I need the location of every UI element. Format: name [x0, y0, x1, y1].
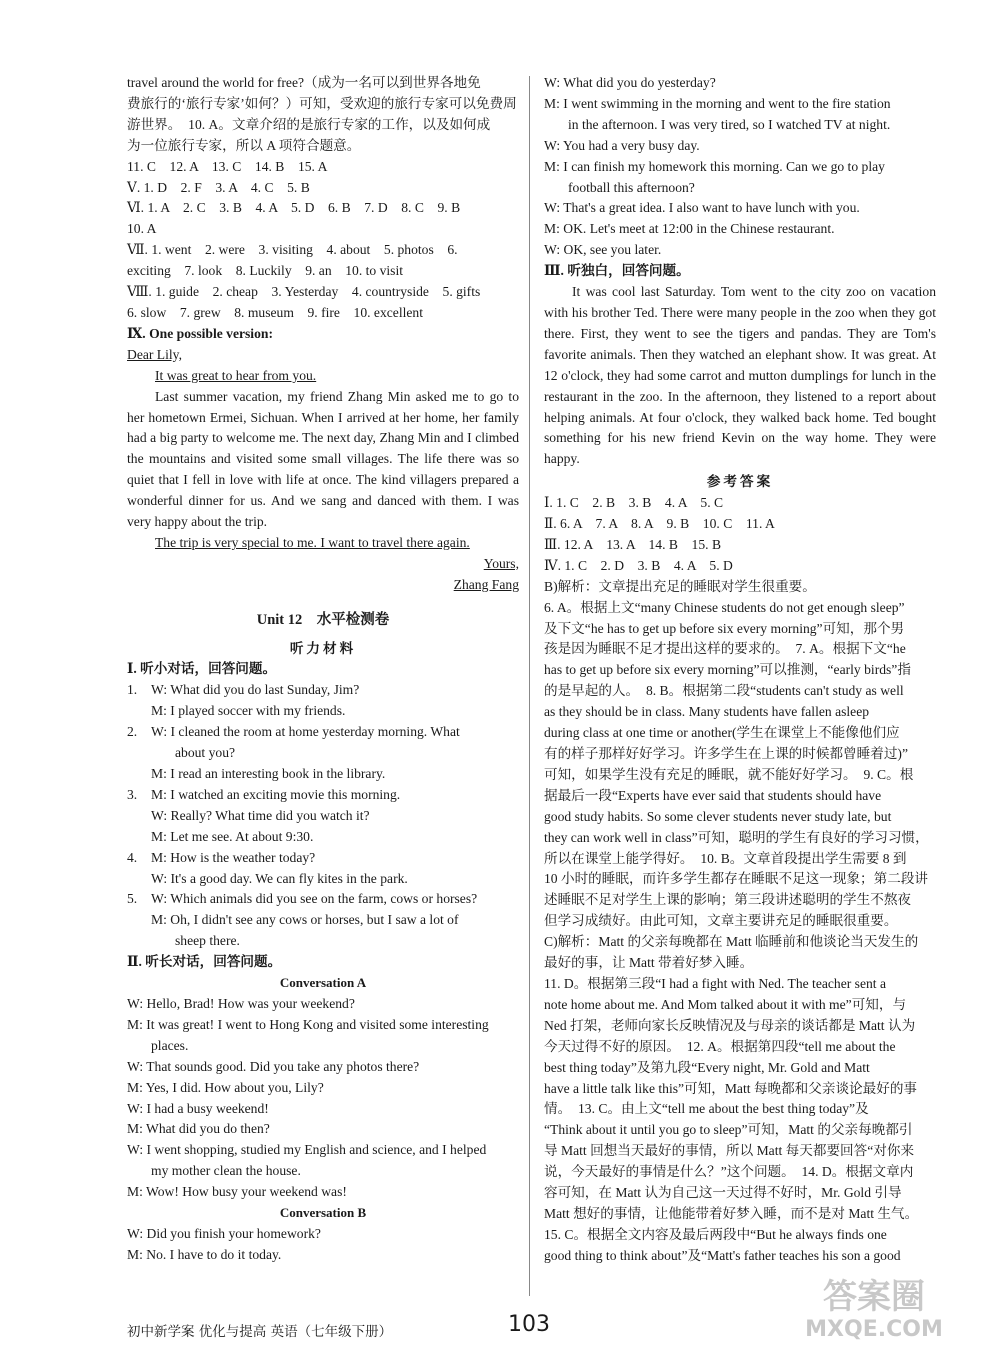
- answer-line: 6. slow 7. grew 8. museum 9. fire 10. excellent: [127, 304, 423, 320]
- answers-title: 参考答案: [706, 474, 774, 490]
- answer-line: Ⅶ. 1. went 2. were 3. visiting 4. about 5. photos 6.: [127, 242, 458, 258]
- dialogue-text: about you?: [175, 745, 236, 761]
- dialogue-text: W: I cleaned the room at home yesterday morning. What: [151, 724, 460, 740]
- book-title: 初中新学案 优化与提高 英语（七年级下册）: [127, 1324, 393, 1340]
- unit-title: Unit 12 水平检测卷: [256, 611, 390, 628]
- conversation-a: [127, 994, 519, 1203]
- conversation-b-title: Conversation B: [279, 1205, 367, 1221]
- dialogue-text: W: What did you do last Sunday, Jim?: [151, 682, 360, 698]
- explanation-line: “Think about it until you go to sleep”可知，Matt 的父亲每晚都引: [544, 1122, 913, 1138]
- dialogue-text: W: Which animals did you see on the farm, cows or horses?: [151, 891, 478, 907]
- explanation-line: 及下文“he has to get up before six every morning”可知，那个男: [544, 620, 905, 636]
- dialogue-line: [127, 680, 519, 701]
- dialogue-number: 4.: [127, 849, 138, 865]
- dialogue-line: [127, 910, 519, 931]
- dialogue-line: [127, 785, 519, 806]
- dialogue-number: 3.: [127, 786, 138, 802]
- explanations: [544, 577, 936, 1267]
- short-dialogues: [127, 680, 519, 952]
- explanation-line: 导 Matt 回想当天最好的事情，所以 Matt 每天都要回答“对你来: [544, 1143, 915, 1159]
- monologue-text: It was cool last Saturday. Tom went to the city zoo on vacation with his brother Ted. There were many people in the zoo when they got there. First, they went to see the tigers and pandas. They are Tom's favorite animals. Then they watched an elephant show. It was great. At 12 o'clock, they had some carrot and mutton dumplings for lunch in the restaurant in the zoo. In the afternoon, they listened to a report about helping animals. At four o'clock, they walked back home. Ted bought something for his new friend Kevin on the way home. They were happy.: [544, 284, 936, 467]
- dialogue-text: M: Oh, I didn't see any cows or horses, but I saw a lot of: [151, 912, 459, 928]
- conversation-line: W: What did you do yesterday?: [544, 75, 716, 90]
- watermark-logo: [792, 1270, 957, 1342]
- dialogue-line: [127, 931, 519, 952]
- conversation-b: [127, 1224, 519, 1266]
- section-1-heading: Ⅰ. 听小对话，回答问题。: [127, 661, 277, 677]
- dialogue-text: M: Let me see. At about 9:30.: [151, 828, 314, 844]
- dialogue-text: M: I watched an exciting movie this morning.: [151, 786, 401, 802]
- listening-title: 听力材料: [289, 640, 357, 656]
- letter-closing-line: The trip is very special to me. I want to travel there again.: [155, 534, 470, 550]
- explanation-line: 有的样子那样好好学习。许多学生在上课的时候都曾睡着过)”: [544, 746, 908, 761]
- dialogue-line: [127, 701, 519, 722]
- section-3-heading: Ⅲ. 听独白，回答问题。: [544, 263, 690, 279]
- conversation-line: M: What did you do then?: [127, 1121, 270, 1137]
- conversation-line: M: Wow! How busy your weekend was!: [127, 1184, 347, 1200]
- conversation-line: in the afternoon. I was very tired, so I watched TV at night.: [568, 116, 891, 132]
- explanation-line: have a little talk like this”可知，Matt 每晚都和父亲谈论最好的事: [544, 1080, 918, 1096]
- explanation-line: 据最后一段“Experts have ever said that students should have: [544, 787, 882, 803]
- conversation-line: W: Did you finish your homework?: [127, 1225, 321, 1241]
- explanation-line: Ned 打架，老师向家长反映情况及与母亲的谈话都是 Matt 认为: [544, 1017, 916, 1033]
- explanation-line: good thing to think about”及“Matt's father teaches his son a good: [544, 1247, 901, 1263]
- explanation-line: 但学习成绩好。由此可知，文章主要讲充足的睡眠很重要。: [544, 913, 898, 929]
- dialogue-line: [127, 806, 519, 827]
- explanation-line: has to get up before six every morning”可以推测，“early birds”指: [544, 662, 911, 678]
- letter-opening: It was great to hear from you.: [155, 367, 317, 383]
- conversation-line: M: It was great! I went to Hong Kong and visited some interesting: [127, 1016, 489, 1032]
- explanation-line: good study habits. So some clever students never study late, but: [544, 808, 892, 824]
- answer-line: Ⅵ. 1. A 2. C 3. B 4. A 5. D 6. B 7. D 8. C 9. B: [127, 200, 461, 216]
- answer-lines-top: [127, 73, 519, 324]
- answer-line: exciting 7. look 8. Luckily 9. an 10. to visit: [127, 263, 404, 279]
- answer-line: travel around the world for free?（成为一名可以到世界各地免: [127, 75, 481, 90]
- dialogue-text: M: I played soccer with my friends.: [151, 703, 346, 719]
- explanation-line: 孩是因为睡眠不足才提出这样的要求的。 7. A。根据下文“he: [544, 641, 906, 657]
- letter-body: Last summer vacation, my friend Zhang Min asked me to go to her hometown Ermei, Sichuan. When I arrived at her home, her family had a big party to welcome me. The next day, Zhang Min and I climbed the mountains and visited some small villages. The life there was so quiet that I fell in love with life at once. The kind villagers prepared a wonderful dinner for us. And we sang and danced with them. I was very happy about the trip.: [127, 388, 519, 530]
- answer-line: 游世界。 10. A。文章介绍的是旅行专家的工作，以及如何成: [127, 116, 491, 132]
- conversation-line: places.: [151, 1037, 189, 1053]
- explanation-line: note home about me. And Mom talked about it with me”可知，与: [544, 996, 907, 1012]
- answer-row: Ⅱ. 6. A 7. A 8. A 9. B 10. C 11. A: [544, 516, 775, 532]
- explanation-line: during class at one time or another(学生在课堂上不能像他们应: [544, 725, 900, 741]
- explanation-line: 15. C。根据全文内容及最后两段中“But he always finds one: [544, 1226, 887, 1242]
- watermark-text: 答案圈: [823, 1277, 925, 1317]
- letter-sign-off: Yours,: [483, 555, 519, 571]
- explanation-line: 6. A。根据上文“many Chinese students do not get enough sleep”: [544, 599, 905, 615]
- conversation-line: football this afternoon?: [568, 179, 695, 195]
- conversation-line: W: That's a great idea. I also want to have lunch with you.: [544, 200, 860, 216]
- conversation-line: M: Yes, I did. How about you, Lily?: [127, 1079, 324, 1095]
- answer-key: [544, 493, 936, 577]
- page-number: 103: [508, 1312, 550, 1337]
- conversation-line: W: I went shopping, studied my English and science, and I helped: [127, 1142, 487, 1158]
- explanation-line: 的是早起的人。 8. B。根据第二段“students can't study as well: [544, 683, 904, 699]
- dialogue-text: sheep there.: [175, 933, 240, 949]
- explanation-line: 所以在课堂上能学得好。 10. B。文章首段提出学生需要 8 到: [544, 850, 907, 866]
- answer-line: 11. C 12. A 13. C 14. B 15. A: [127, 158, 328, 174]
- answer-line: Ⅷ. 1. guide 2. cheap 3. Yesterday 4. countryside 5. gifts: [127, 284, 481, 300]
- conversation-line: M: OK. Let's meet at 12:00 in the Chinese restaurant.: [544, 221, 835, 237]
- conversation-line: W: That sounds good. Did you take any photos there?: [127, 1058, 420, 1074]
- conversation-line: my mother clean the house.: [151, 1163, 301, 1179]
- left-column: [127, 73, 519, 1266]
- explanation-line: 可知，如果学生没有充足的睡眠，就不能好好学习。 9. C。根: [544, 766, 914, 782]
- column-divider: [529, 76, 530, 1296]
- dialogue-line: [127, 722, 519, 743]
- explanation-line: 最好的事，让 Matt 带着好梦入睡。: [544, 955, 754, 971]
- section-2-heading: Ⅱ. 听长对话，回答问题。: [127, 954, 282, 970]
- conversation-line: W: Hello, Brad! How was your weekend?: [127, 995, 355, 1011]
- dialogue-line: [127, 848, 519, 869]
- conversation-line: W: OK, see you later.: [544, 242, 662, 258]
- conversation-a-title: Conversation A: [279, 975, 367, 991]
- explanation-line: 情。 13. C。由上文“tell me about the best thing today”及: [544, 1101, 869, 1117]
- dialogue-line: [127, 743, 519, 764]
- answer-line: Ⅴ. 1. D 2. F 3. A 4. C 5. B: [127, 179, 310, 195]
- dialogue-text: W: Really? What time did you watch it?: [151, 807, 370, 823]
- conversation-b-continued: [544, 73, 936, 261]
- dialogue-line: [127, 889, 519, 910]
- explanation-line: 10 小时的睡眠，而许多学生都存在睡眠不足这一现象；第二段讲: [544, 871, 929, 887]
- dialogue-number: 1.: [127, 682, 138, 698]
- letter-greeting: Dear Lily,: [127, 346, 182, 362]
- explanation-line: they can work well in class”可知，聪明的学生有良好的学习习惯，: [544, 829, 929, 845]
- explanation-line: 容可知，在 Matt 认为自己这一天过得不好时，Mr. Gold 引导: [544, 1185, 902, 1201]
- answer-row: Ⅲ. 12. A 13. A 14. B 15. B: [544, 536, 722, 552]
- explanation-line: Matt 想好的事情，让他能带着好梦入睡，而不是对 Matt 生气。: [544, 1205, 919, 1221]
- explanation-line: 今天过得不好的原因。 12. A。根据第四段“tell me about the: [544, 1038, 896, 1054]
- dialogue-number: 5.: [127, 891, 138, 907]
- answer-row: Ⅰ. 1. C 2. B 3. B 4. A 5. C: [544, 495, 724, 511]
- explanation-line: 述睡眠不足对学生上课的影响；第三段讲述聪明的学生不熬夜: [544, 892, 912, 908]
- explanation-line: as they should be in class. Many students have fallen asleep: [544, 704, 870, 720]
- letter-signature: Zhang Fang: [453, 576, 519, 592]
- conversation-line: W: I had a busy weekend!: [127, 1100, 269, 1116]
- conversation-line: M: I went swimming in the morning and went to the fire station: [544, 95, 891, 111]
- answer-line: 10. A: [127, 221, 157, 237]
- conversation-line: M: No. I have to do it today.: [127, 1246, 282, 1262]
- dialogue-text: W: It's a good day. We can fly kites in the park.: [151, 870, 408, 886]
- right-column: [544, 73, 936, 1267]
- dialogue-text: M: I read an interesting book in the library.: [151, 766, 386, 781]
- explanation-line: 说，今天最好的事情是什么？”这个问题。 14. D。根据文章内: [544, 1164, 914, 1180]
- answer-line: 为一位旅行专家，所以 A 项符合题意。: [127, 137, 361, 153]
- explanation-line: 11. D。根据第三段“I had a fight with Ned. The teacher sent a: [544, 975, 887, 991]
- explanation-line: B)解析：文章提出充足的睡眠对学生很重要。: [544, 578, 816, 594]
- dialogue-line: [127, 764, 519, 785]
- answer-row: Ⅳ. 1. C 2. D 3. B 4. A 5. D: [544, 557, 733, 573]
- dialogue-text: M: How is the weather today?: [151, 849, 316, 865]
- explanation-line: best thing today”及第九段“Every night, Mr. Gold and Matt: [544, 1059, 870, 1075]
- answer-line: 费旅行的‘旅行专家’如何？）可知，受欢迎的旅行专家可以免费周: [127, 95, 517, 111]
- dialogue-number: 2.: [127, 724, 138, 740]
- conversation-line: M: I can finish my homework this morning. Can we go to play: [544, 158, 885, 174]
- dialogue-line: [127, 869, 519, 890]
- watermark-sub: MXQE.COM: [805, 1317, 943, 1342]
- writing-label: Ⅸ. One possible version:: [127, 325, 273, 341]
- conversation-line: W: You had a very busy day.: [544, 137, 700, 153]
- dialogue-line: [127, 827, 519, 848]
- explanation-line: C)解析：Matt 的父亲每晚都在 Matt 临睡前和他谈论当天发生的: [544, 934, 919, 950]
